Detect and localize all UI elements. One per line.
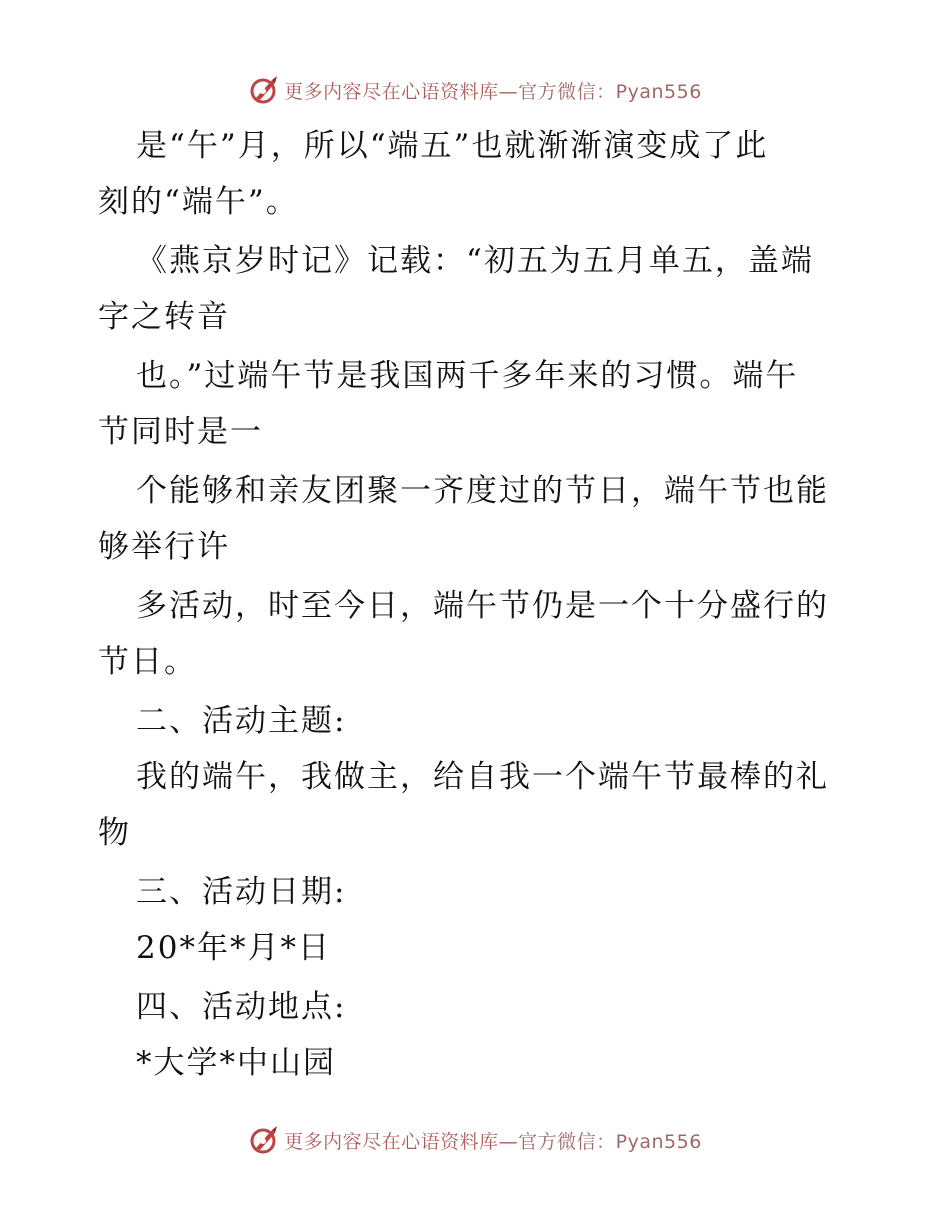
body-line: 字之转音 <box>98 299 230 335</box>
quill-logo-icon <box>248 1124 280 1156</box>
body-line: 够举行许 <box>98 529 230 565</box>
watermark-text: 更多内容尽在心语资料库 <box>284 1130 499 1153</box>
body-line: 20*年*月*日 <box>136 930 331 966</box>
quill-logo-icon <box>248 74 280 106</box>
body-line: 物 <box>98 815 131 851</box>
section-heading-location: 四、活动地点: <box>136 989 347 1025</box>
watermark-text: 更多内容尽在心语资料库 <box>284 80 499 103</box>
body-line: 多活动，时至今日，端午节仍是一个十分盛行的 <box>136 588 829 624</box>
body-line: *大学*中山园 <box>136 1045 336 1081</box>
body-line: 我的端午，我做主，给自我一个端午节最棒的礼 <box>136 759 829 795</box>
watermark-dash: — <box>498 80 519 103</box>
body-line: 个能够和亲友团聚一齐度过的节日，端午节也能 <box>136 473 829 509</box>
document-body <box>98 118 858 1091</box>
footer-watermark <box>0 1120 950 1160</box>
watermark-wechat: 官方微信：Pyan556 <box>518 80 702 103</box>
body-line: 节同时是一 <box>98 414 263 450</box>
watermark-dash: — <box>498 1130 519 1153</box>
body-line: 是“午”月，所以“端五”也就渐渐演变成了此 <box>136 128 769 164</box>
body-line: 《燕京岁时记》记载：“初五为五月单五，盖端 <box>136 243 814 279</box>
section-heading-theme: 二、活动主题: <box>136 703 347 739</box>
body-line: 节日。 <box>98 644 197 680</box>
watermark-wechat: 官方微信：Pyan556 <box>518 1130 702 1153</box>
body-line: 也。”过端午节是我国两千多年来的习惯。端午 <box>136 358 799 394</box>
header-watermark <box>0 70 950 110</box>
section-heading-date: 三、活动日期: <box>136 874 347 910</box>
body-line: 刻的“端午”。 <box>98 184 299 220</box>
